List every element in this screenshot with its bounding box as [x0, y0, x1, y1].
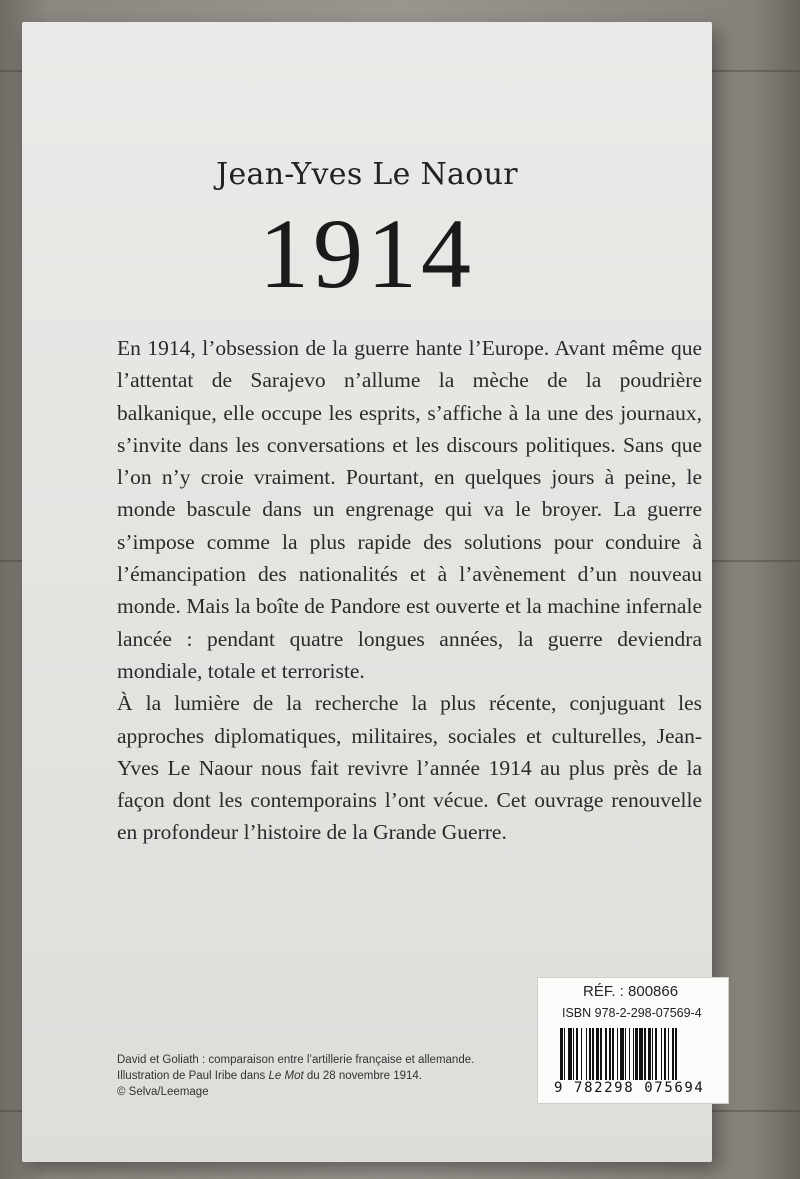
- isbn-number: ISBN 978-2-298-07569-4: [562, 1006, 702, 1020]
- credit-line-2: Illustration de Paul Iribe dans Le Mot du 28 novembre 1914.: [117, 1070, 422, 1082]
- ref-number: RÉF. : 800866: [583, 983, 679, 1000]
- blurb-paragraph-2: À la lumière de la recherche la plus récente, conjuguant les approches diplomatiques, militaires, sociales et culturelles, Jean-Yves Le Naour nous fait revivre l’année 1914 au plus près de la façon dont les contemporains l’ont vécue. Cet ouvrage renouvelle en profondeur l’histoire de la Grande Guerre.: [117, 691, 702, 845]
- barcode-digits: 9 782298 075694: [554, 1080, 705, 1096]
- illustration-credit: [117, 1052, 547, 1100]
- blurb: [117, 332, 702, 849]
- credit-publication: Le Mot: [268, 1070, 304, 1082]
- author-name: Jean-Yves Le Naour: [216, 157, 518, 192]
- credit-line-3: © Selva/Leemage: [117, 1086, 209, 1098]
- blurb-paragraph-1: En 1914, l’obsession de la guerre hante l’Europe. Avant même que l’attentat de Sarajevo n’allume la mèche de la poudrière balkanique, elle occupe les esprits, s’affiche à la une des journaux, s’invite dans les conversations et les discours politiques. Sans que l’on n’y croie vraiment. Pourtant, en quelques jours à peine, le monde bascule dans un engrenage qui va le broyer. La guerre s’impose comme la plus rapide des solutions pour conduire à l’émancipation des nationalités et à l’avènement d’un nouveau monde. Mais la boîte de Pandore est ouverte et la machine infernale lancée : pendant quatre longues années, la guerre deviendra mondiale, totale et terroriste.: [117, 336, 702, 683]
- price-label-sticker: [537, 977, 729, 1104]
- book-title: 1914: [259, 198, 475, 309]
- barcode-bar: [677, 1028, 680, 1080]
- barcode: [560, 1028, 720, 1080]
- credit-line-1: David et Goliath : comparaison entre l’artillerie française et allemande.: [117, 1054, 475, 1066]
- book-back-cover: [22, 22, 712, 1162]
